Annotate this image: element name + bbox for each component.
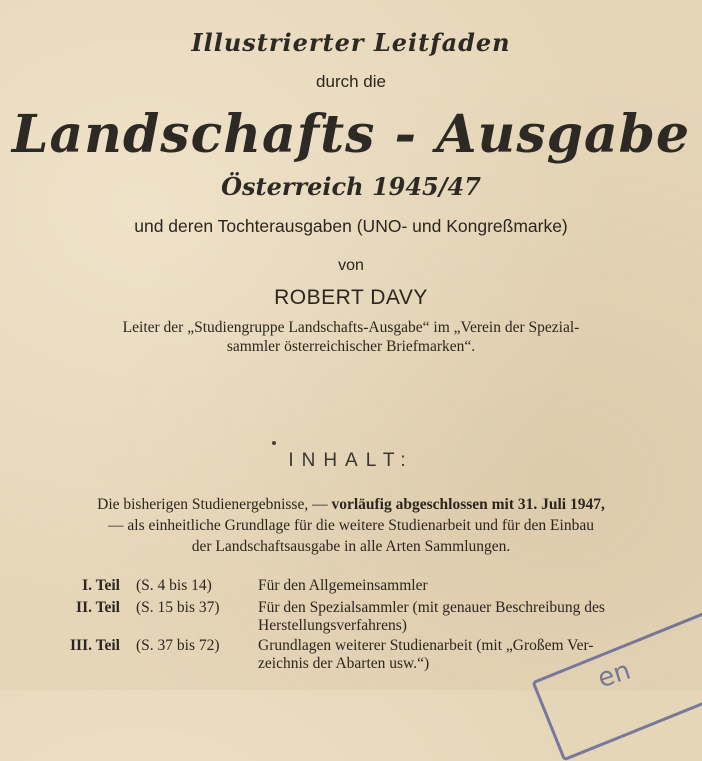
part-description: Für den Spezialsammler (mit genauer Beschreibung des <box>258 599 605 616</box>
page-range: (S. 37 bis 72) <box>136 637 220 654</box>
page-range: (S. 4 bis 14) <box>136 577 212 594</box>
summary-line-2: — als einheitliche Grundlage für die weitere Studienarbeit und für den Einbau <box>108 517 594 534</box>
page-range: (S. 15 bis 37) <box>136 599 220 616</box>
affiliation-line-2: sammler österreichischer Briefmarken“. <box>226 338 476 355</box>
affiliation-line-1: Leiter der „Studiengruppe Landschafts-Ausgabe“ im „Verein der Spezial- <box>122 319 580 336</box>
part-description: zeichnis der Abarten usw.“) <box>258 655 430 672</box>
title-line-2: durch die <box>316 72 386 91</box>
title-line-4: Österreich 1945/47 <box>221 172 481 201</box>
stamp-text: en <box>594 655 635 695</box>
by-label: von <box>338 257 364 274</box>
summary-line-3: der Landschaftsausgabe in alle Arten Sammlungen. <box>191 538 511 555</box>
contents-summary <box>40 494 662 557</box>
part-description: Für den Allgemeinsammler <box>258 577 428 594</box>
author-name: ROBERT DAVY <box>274 286 428 309</box>
part-label: III. Teil <box>70 637 120 654</box>
part-label: I. Teil <box>82 577 120 594</box>
contents-heading: INHALT: <box>288 450 414 471</box>
part-label: II. Teil <box>76 599 120 616</box>
part-description: Grundlagen weiterer Studienarbeit (mit „Großem Ver- <box>258 637 594 654</box>
summary-line-1 <box>40 494 662 515</box>
part-description: Herstellungsverfahrens) <box>258 617 407 634</box>
summary-line-1-b: vorläufig abgeschlossen mit 31. Juli 1947, <box>331 496 605 513</box>
summary-line-1-a: Die bisherigen Studienergebnisse, — <box>97 496 332 513</box>
subtitle: und deren Tochterausgaben (UNO- und Kongreßmarke) <box>134 216 568 236</box>
title-line-1: Illustrierter Leitfaden <box>191 28 511 57</box>
ink-dot <box>272 441 276 445</box>
main-title: Landschafts - Ausgabe <box>11 104 691 165</box>
author-affiliation <box>60 318 642 356</box>
